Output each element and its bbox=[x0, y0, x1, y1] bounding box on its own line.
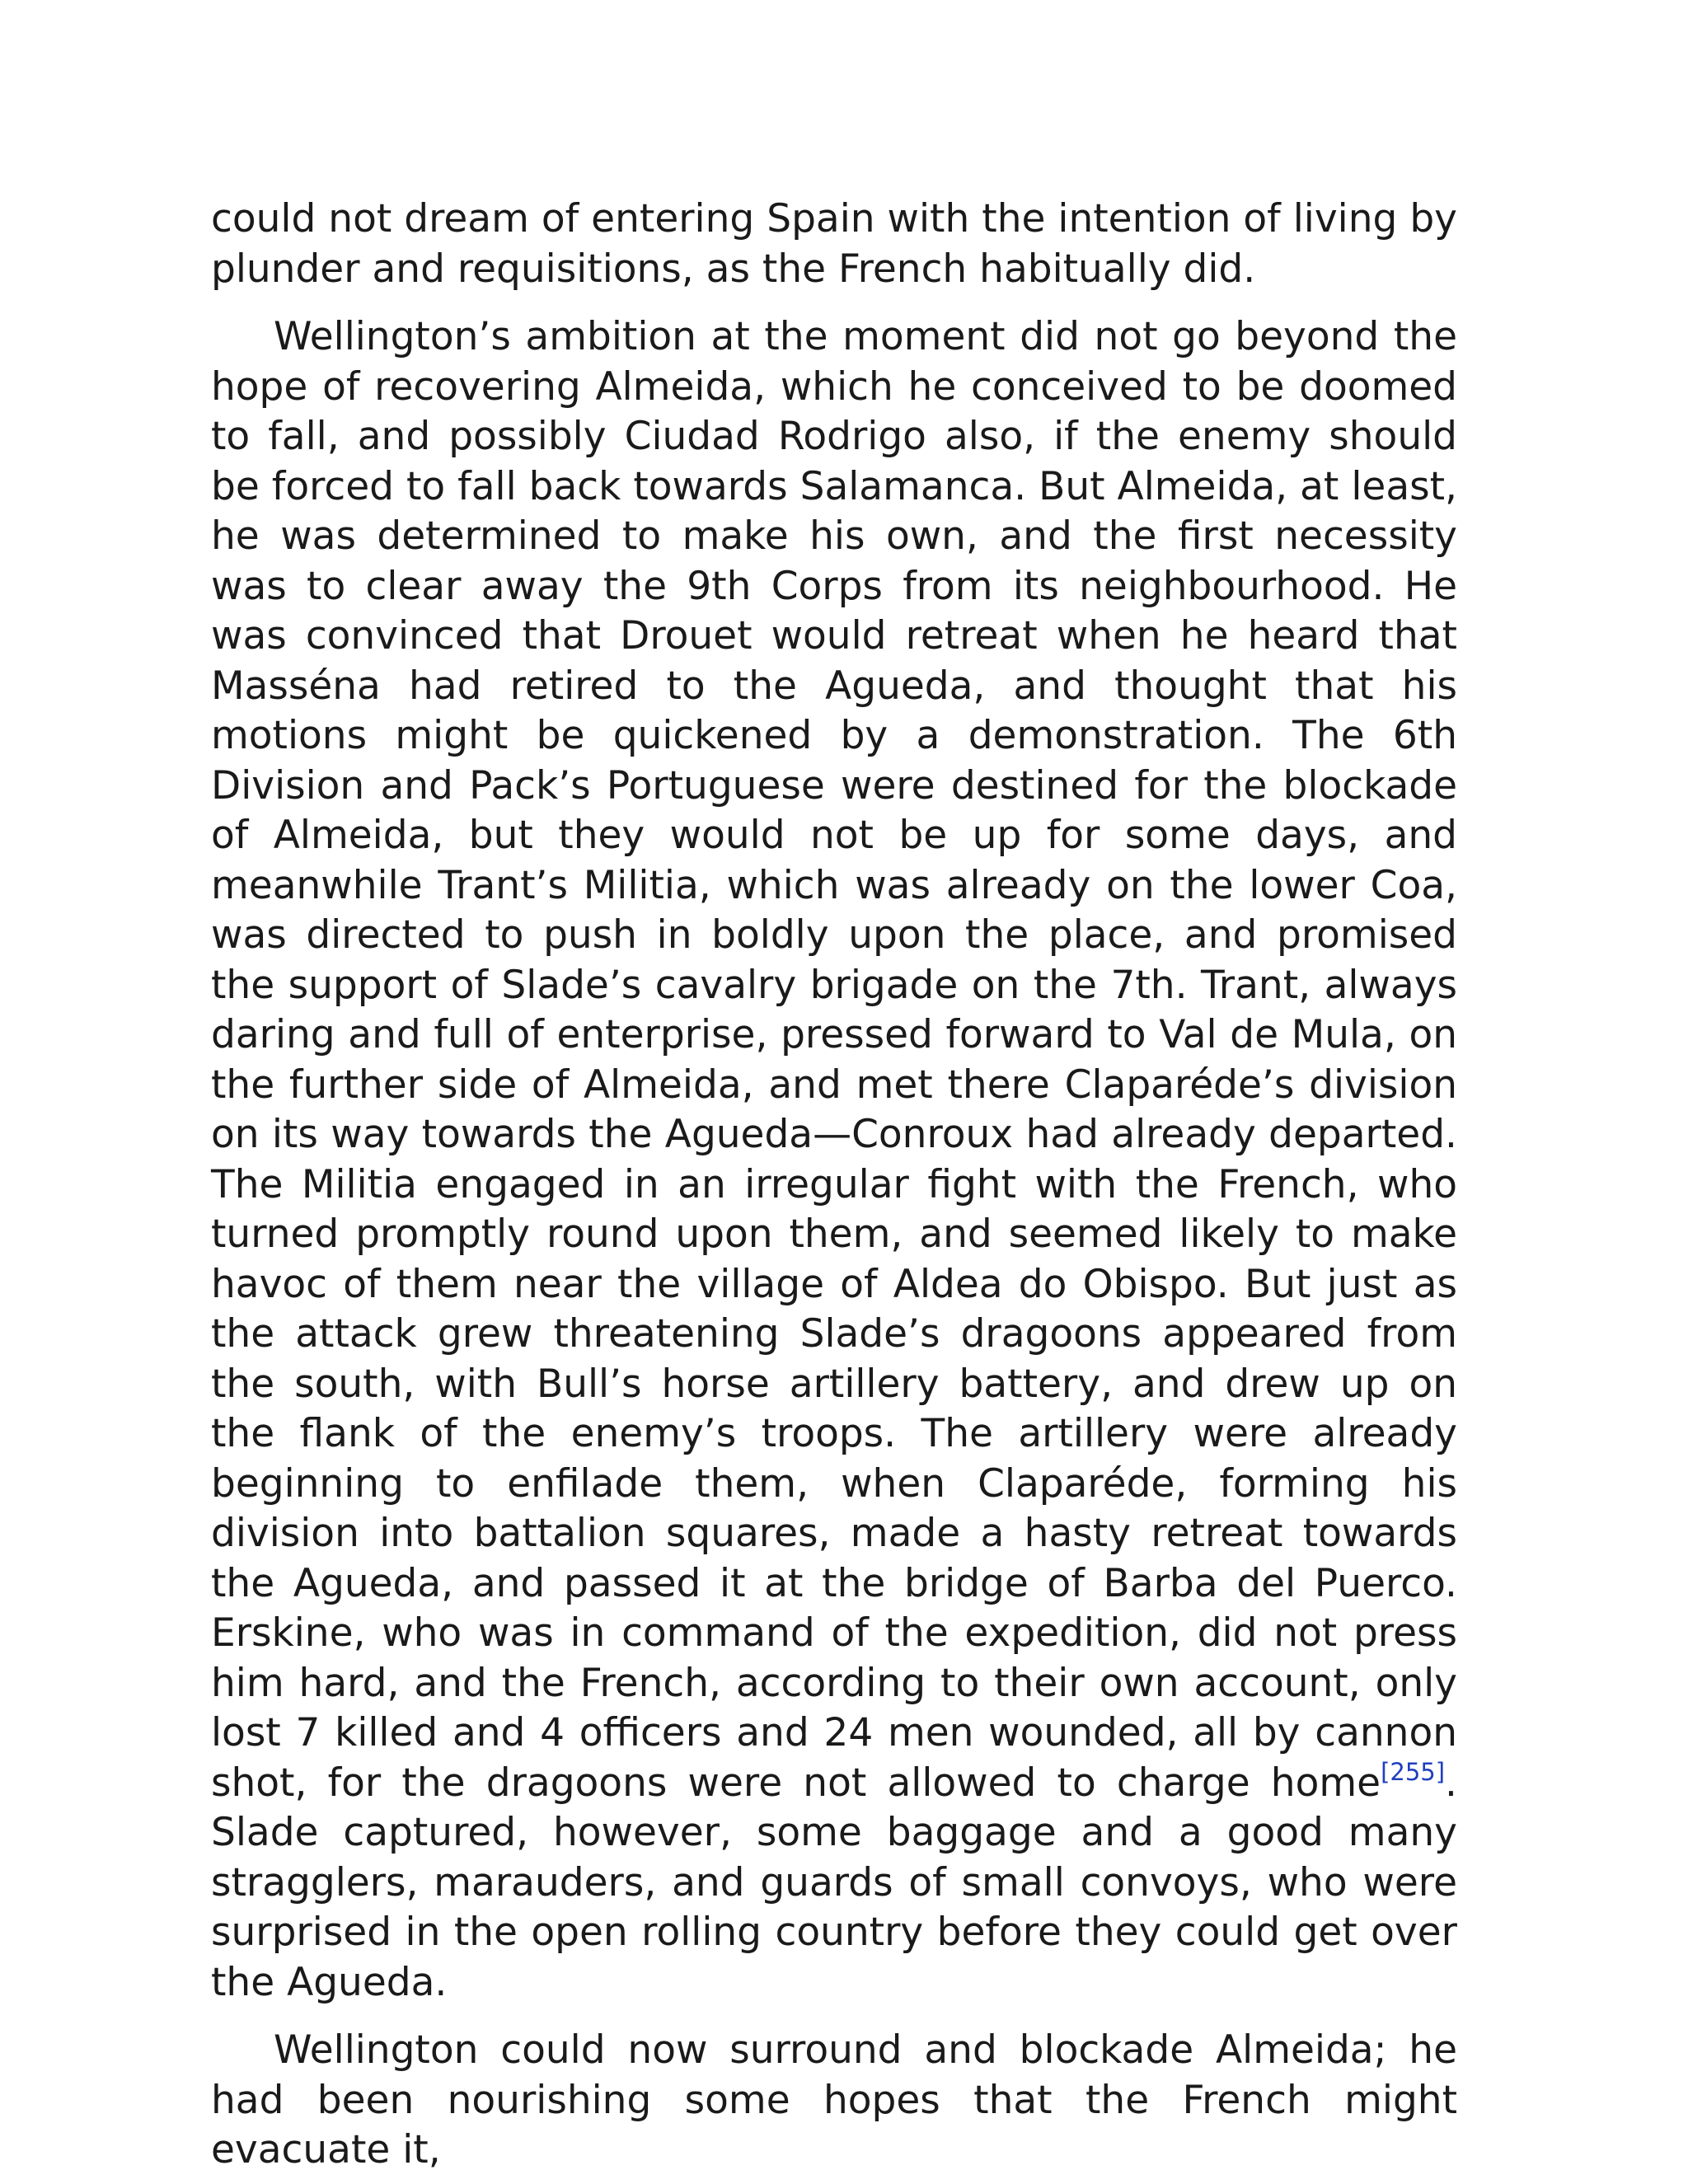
paragraph-almeida-blockade bbox=[211, 312, 1457, 2008]
footnote-link-255[interactable]: [255] bbox=[1381, 1757, 1446, 1786]
paragraph-continuation: could not dream of entering Spain with the intention of living by plunder and requisitions, as the French habitually did. bbox=[211, 196, 1457, 292]
paragraph-text-after-footnote: . Slade captured, however, some baggage and a good many stragglers, marauders, and guards of small convoys, who were surprised in the open rolling country before they could get over the Agueda. bbox=[211, 1760, 1457, 2005]
page-body bbox=[211, 194, 1457, 2176]
paragraph-text-before-footnote: Wellington’s ambition at the moment did not go beyond the hope of recovering Almeida, which he conceived to be doomed to fall, and possibly Ciudad Rodrigo also, if the enemy should be forced to fall back towards Salamanca. But Almeida, at least, he was determined to make his own, and the first necessity was to clear away the 9th Corps from its neighbourhood. He was convinced that Drouet would retreat when he heard that Masséna had retired to the Agueda, and thought that his motions might be quickened by a demonstration. The 6th Division and Pack’s Portuguese were destined for the blockade of Almeida, but they would not be up for some days, and meanwhile Trant’s Militia, which was already on the lower Coa, was directed to push in boldly upon the place, and promised the support of Slade’s cavalry brigade on the 7th. Trant, always daring and full of enterprise, pressed forward to Val de Mula, on the further side of Almeida, and met there Claparéde’s division on its way towards the Agueda—Conroux had already departed. The Militia engaged in an irregular fight with the French, who turned promptly round upon them, and seemed likely to make havoc of them near the village of Aldea do Obispo. But just as the attack grew threatening Slade’s dragoons appeared from the south, with Bull’s horse artillery battery, and drew up on the flank of the enemy’s troops. The artillery were already beginning to enfilade them, when Claparéde, forming his division into battalion squares, made a hasty retreat towards the Agueda, and passed it at the bridge of Barba del Puerco. Erskine, who was in command of the expedition, did not press him hard, and the French, according to their own account, only lost 7 killed and 4 officers and 24 men wounded, all by cannon shot, for the dragoons were not allowed to charge home bbox=[211, 314, 1457, 1806]
paragraph-wellington-surround: Wellington could now surround and blockade Almeida; he had been nourishing some hopes that the French might evacuate it, bbox=[211, 2027, 1457, 2172]
